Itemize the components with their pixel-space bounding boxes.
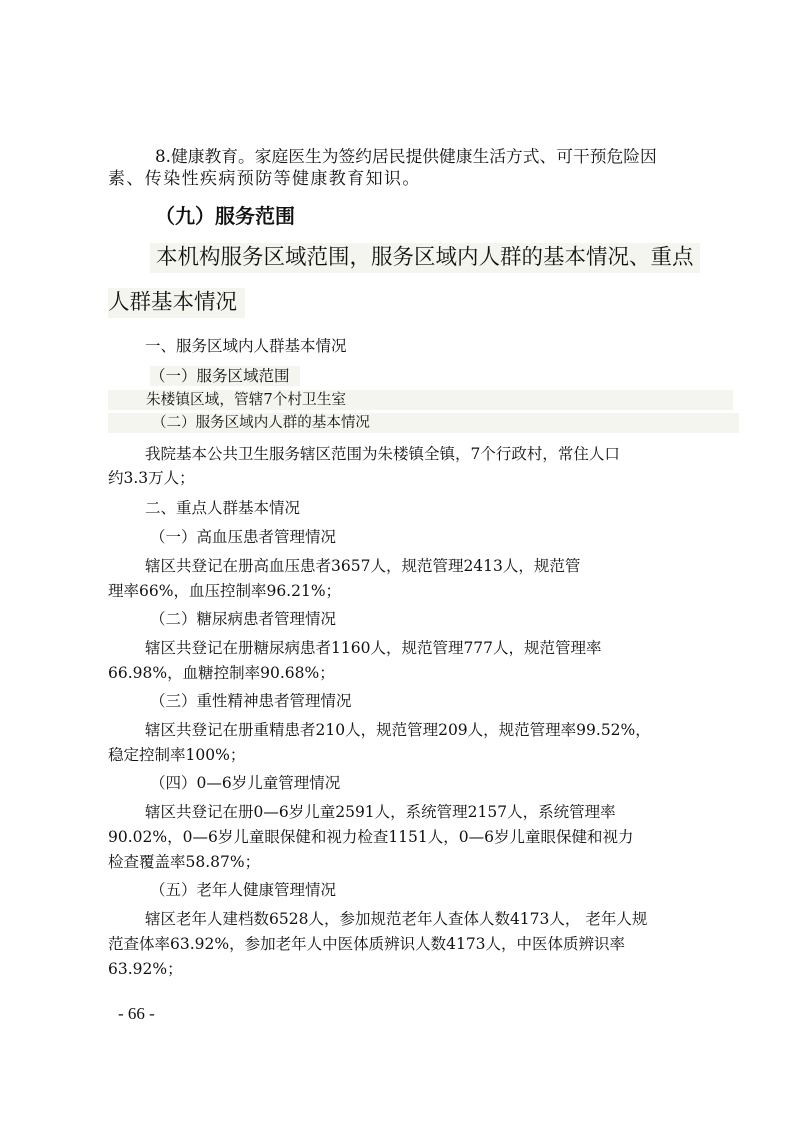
part2-title: 二、重点人群基本情况 xyxy=(145,499,301,517)
children-line1: 辖区共登记在册0—6岁儿童2591人，系统管理2157人，系统管理率 xyxy=(145,803,616,821)
diabetes-line1: 辖区共登记在册糖尿病患者1160人，规范管理777人，规范管理率 xyxy=(145,639,602,657)
hypertension-title: （一）高血压患者管理情况 xyxy=(150,528,337,546)
para8-line2: 素、传染性疾病预防等健康教育知识。 xyxy=(108,169,421,189)
mental-line2: 稳定控制率100%； xyxy=(108,746,246,764)
section9-lead-line2: 人群基本情况 xyxy=(108,288,245,318)
part1-sub2-line2: 约3.3万人； xyxy=(108,469,195,487)
part1-sub2-line1: 我院基本公共卫生服务辖区范围为朱楼镇全镇，7个行政村，常住人口 xyxy=(145,445,620,463)
elderly-line2: 范查体率63.92%，参加老年人中医体质辨识人数4173人，中医体质辨识率 xyxy=(108,935,626,953)
part1-sub1-text: 朱楼镇区域，管辖7个村卫生室 xyxy=(108,390,733,410)
part1-sub2-title: （二）服务区域内人群的基本情况 xyxy=(108,413,739,433)
section9-heading: （九）服务范围 xyxy=(155,204,295,228)
part1-sub1-title: （一）服务区域范围 xyxy=(150,366,300,386)
part1-title: 一、服务区域内人群基本情况 xyxy=(145,337,347,355)
children-title: （四）0—6岁儿童管理情况 xyxy=(150,774,341,792)
diabetes-line2: 66.98%，血糖控制率90.68%； xyxy=(108,664,335,682)
diabetes-title: （二）糖尿病患者管理情况 xyxy=(150,610,337,628)
para8-line1: 8.健康教育。家庭医生为签约居民提供健康生活方式、可干预危险因 xyxy=(155,146,657,166)
section9-lead-line1: 本机构服务区域范围，服务区域内人群的基本情况、重点 xyxy=(150,243,700,273)
elderly-line1: 辖区老年人建档数6528人，参加规范老年人查体人数4173人， 老年人规 xyxy=(145,910,648,928)
mental-line1: 辖区共登记在册重精患者210人，规范管理209人，规范管理率99.52%， xyxy=(145,721,651,739)
children-line2: 90.02%，0—6岁儿童眼保健和视力检查1151人，0—6岁儿童眼保健和视力 xyxy=(108,828,634,846)
hypertension-line1: 辖区共登记在册高血压患者3657人，规范管理2413人，规范管 xyxy=(145,557,581,575)
hypertension-line2: 理率66%，血压控制率96.21%； xyxy=(108,582,342,600)
elderly-line3: 63.92%； xyxy=(108,960,183,978)
elderly-title: （五）老年人健康管理情况 xyxy=(150,881,337,899)
children-line3: 检查覆盖率58.87%； xyxy=(108,853,261,871)
page-number: - 66 - xyxy=(118,1004,155,1023)
mental-title: （三）重性精神患者管理情况 xyxy=(150,692,352,710)
